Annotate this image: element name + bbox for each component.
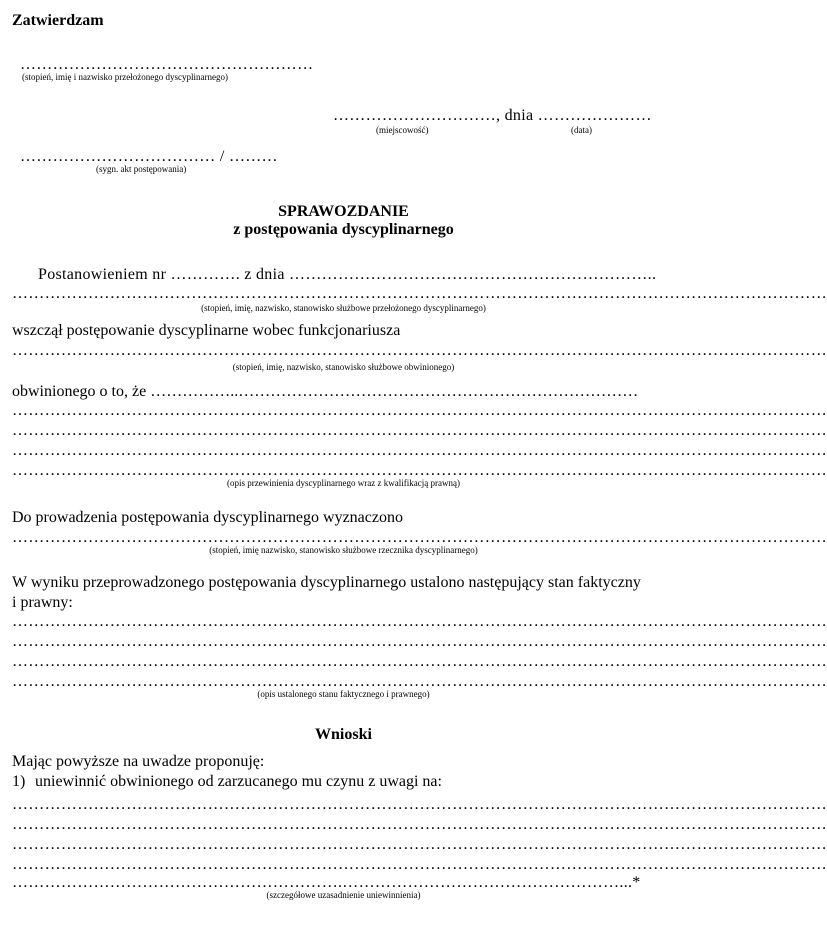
place-label: (miejscowość) (376, 125, 429, 135)
spokesman-dots: …………………………………………………………………………………………………………………………………… (12, 529, 827, 546)
initiated-text: wszczął postępowanie dyscyplinarne wobec funkcjonariusza (12, 322, 401, 339)
conclusions-heading: Wnioski (315, 726, 372, 743)
spokesman-label: (stopień, imię nazwisko, stanowisko służbowe rzecznika dyscyplinarnego) (209, 545, 478, 555)
superior-dots: …………………………………………………………………………………………………………………………………… (12, 285, 827, 302)
approver-label: (stopień, imię i nazwisko przełożonego dyscyplinarnego) (22, 72, 228, 82)
offence-dots-3: …………………………………………………………………………………………………………………………………… (12, 442, 827, 459)
facts-label: (opis ustalonego stanu faktycznego i prawnego) (257, 689, 430, 699)
acquittal-dots-3: …………………………………………………………………………………………………………………………………… (12, 836, 827, 853)
offence-dots-4: …………………………………………………………………………………………………………………………………… (12, 462, 827, 479)
result-text-1: W wyniku przeprowadzonego postępowania dyscyplinarnego ustalono następujący stan faktyczny (12, 574, 641, 591)
decision-line: Postanowieniem nr …………. z dnia ………………………………………………………….. (38, 266, 657, 283)
place-date-dots: …………………………, dnia ………………… (333, 107, 652, 124)
acquittal-dots-1: …………………………………………………………………………………………………………………………………… (12, 796, 827, 813)
accused-label: (stopień, imię, nazwisko, stanowisko służbowe obwinionego) (232, 362, 455, 372)
acquittal-dots-4: …………………………………………………………………………………………………………………………………… (12, 856, 827, 873)
appointed-text: Do prowadzenia postępowania dyscyplinarnego wyznaczono (12, 509, 403, 526)
facts-dots-2: …………………………………………………………………………………………………………………………………… (12, 633, 827, 650)
document-title: SPRAWOZDANIE (278, 203, 409, 220)
item-1-text: uniewinnić obwinionego od zarzucanego mu czynu z uwagi na: (35, 773, 442, 790)
result-text-2: i prawny: (12, 594, 73, 611)
accused-dots: …………………………………………………………………………………………………………………………………… (12, 342, 827, 359)
facts-dots-1: …………………………………………………………………………………………………………………………………… (12, 613, 827, 630)
conclusions-intro: Mając powyższe na uwadze proponuję: (12, 753, 265, 770)
case-number-dots: ……………………………… / ……… (20, 148, 278, 165)
offence-dots-1: …………………………………………………………………………………………………………………………………… (12, 402, 827, 419)
approver-dots: ……………………………………………… (20, 56, 314, 73)
justification-label: (szczegółowe uzasadnienie uniewinnienia) (266, 890, 421, 900)
item-1-number: 1) (12, 773, 26, 790)
acquittal-dots-5: …………………………………………………….……………………………………………...* (12, 874, 641, 891)
superior-label: (stopień, imię, nazwisko, stanowisko służbowe przełożonego dyscyplinarnego) (201, 303, 486, 313)
facts-dots-4: …………………………………………………………………………………………………………………………………… (12, 673, 827, 690)
accused-that-line: obwinionego o to, że ……………..………………………………………………………………… (12, 383, 639, 400)
approval-heading: Zatwierdzam (12, 12, 104, 29)
case-number-label: (sygn. akt postępowania) (96, 164, 187, 174)
offence-label: (opis przewinienia dyscyplinarnego wraz z kwalifikacją prawną) (227, 478, 460, 488)
offence-dots-2: …………………………………………………………………………………………………………………………………… (12, 422, 827, 439)
document-subtitle: z postępowania dyscyplinarnego (233, 221, 454, 238)
acquittal-dots-2: …………………………………………………………………………………………………………………………………… (12, 816, 827, 833)
facts-dots-3: …………………………………………………………………………………………………………………………………… (12, 653, 827, 670)
date-label: (data) (571, 125, 592, 135)
